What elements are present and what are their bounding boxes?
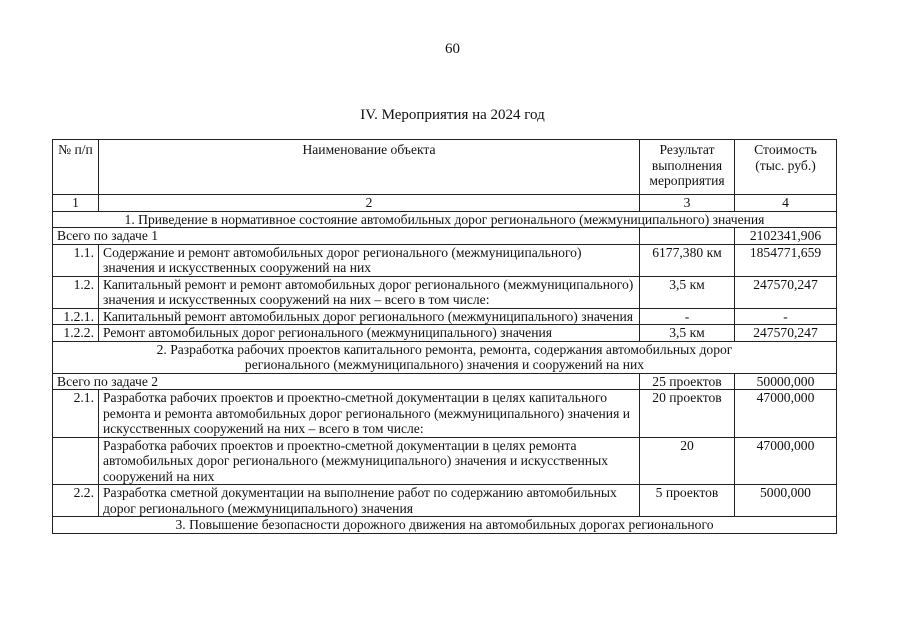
row-result: 6177,380 км (640, 244, 735, 276)
task-2-total-row (53, 373, 837, 390)
column-number: 3 (640, 195, 735, 212)
page-number: 60 (445, 41, 460, 57)
row-result: - (640, 308, 735, 325)
table-row (53, 437, 837, 485)
row-name: Разработка рабочих проектов и проектно-сметной документации в целях ремонта автомобильных дорог регионального (межмуниципального) значения и искусственных сооружений на них (99, 437, 640, 485)
row-num: 1.2. (53, 276, 99, 308)
table-row (53, 244, 837, 276)
row-result: 3,5 км (640, 276, 735, 308)
row-result: 20 проектов (640, 390, 735, 438)
row-cost: - (735, 308, 837, 325)
row-result: 3,5 км (640, 325, 735, 342)
row-cost: 247570,247 (735, 276, 837, 308)
task-2-total-cost: 50000,000 (735, 373, 837, 390)
row-num: 2.1. (53, 390, 99, 438)
header-cost: Стоимость (тыс. руб.) (735, 140, 837, 195)
header-name: Наименование объекта (99, 140, 640, 195)
task-1-total-cost: 2102341,906 (735, 228, 837, 245)
row-num: 1.2.1. (53, 308, 99, 325)
task-1-total-result (640, 228, 735, 245)
column-number: 2 (99, 195, 640, 212)
row-name: Капитальный ремонт автомобильных дорог регионального (межмуниципального) значения (99, 308, 640, 325)
row-num: 1.1. (53, 244, 99, 276)
row-cost: 5000,000 (735, 485, 837, 517)
table-row (53, 390, 837, 438)
row-num: 2.2. (53, 485, 99, 517)
task-1-header (53, 211, 837, 228)
table-row (53, 308, 837, 325)
header-result: Результат выполнения мероприятия (640, 140, 735, 195)
table-row (53, 276, 837, 308)
header-row (53, 140, 837, 195)
row-result: 20 (640, 437, 735, 485)
task-2-title: 2. Разработка рабочих проектов капитального ремонта, ремонта, содержания автомобильных дорог регионального (межмуниципального) значения и сооружений на них (53, 341, 837, 373)
task-2-header (53, 341, 837, 373)
row-name: Ремонт автомобильных дорог регионального (межмуниципального) значения (99, 325, 640, 342)
table-row (53, 485, 837, 517)
row-result: 5 проектов (640, 485, 735, 517)
task-3-header (53, 517, 837, 534)
row-num: 1.2.2. (53, 325, 99, 342)
header-num: № п/п (53, 140, 99, 195)
task-3-title: 3. Повышение безопасности дорожного движения на автомобильных дорогах регионального (53, 517, 837, 534)
row-name: Разработка сметной документации на выполнение работ по содержанию автомобильных дорог регионального (межмуниципального) значения (99, 485, 640, 517)
measures-table (52, 139, 837, 534)
task-1-total-label: Всего по задаче 1 (53, 228, 640, 245)
task-1-total-row (53, 228, 837, 245)
row-num (53, 437, 99, 485)
column-number: 1 (53, 195, 99, 212)
column-numbers-row (53, 195, 837, 212)
table-row (53, 325, 837, 342)
task-2-total-label: Всего по задаче 2 (53, 373, 640, 390)
row-cost: 47000,000 (735, 437, 837, 485)
row-cost: 1854771,659 (735, 244, 837, 276)
row-name: Разработка рабочих проектов и проектно-сметной документации в целях капитального ремонта и ремонта автомобильных дорог регионального (межмуниципального) значения и искусственных сооружений на них – всего в том числе: (99, 390, 640, 438)
task-2-total-result: 25 проектов (640, 373, 735, 390)
row-cost: 247570,247 (735, 325, 837, 342)
column-number: 4 (735, 195, 837, 212)
row-name: Капитальный ремонт и ремонт автомобильных дорог регионального (межмуниципального) значения и искусственных сооружений на них – всего в том числе: (99, 276, 640, 308)
task-1-title: 1. Приведение в нормативное состояние автомобильных дорог регионального (межмуниципального) значения (53, 211, 837, 228)
section-title: IV. Мероприятия на 2024 год (360, 107, 545, 123)
row-cost: 47000,000 (735, 390, 837, 438)
row-name: Содержание и ремонт автомобильных дорог регионального (межмуниципального) значения и искусственных сооружений на них (99, 244, 640, 276)
